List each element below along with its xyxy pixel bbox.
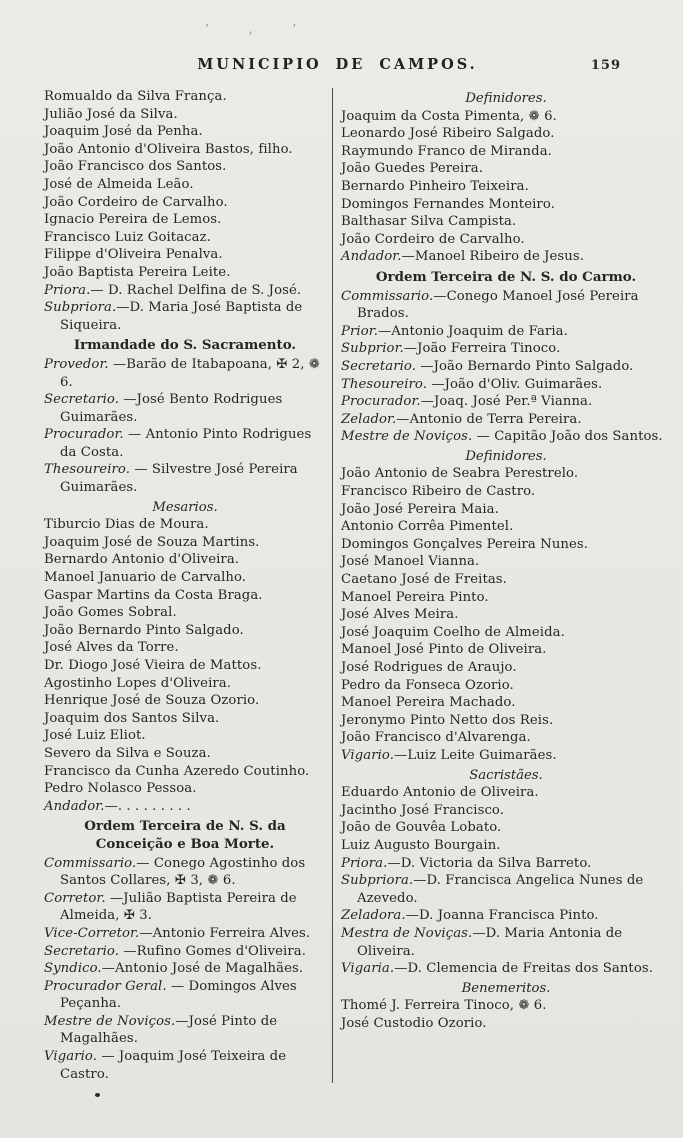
role-label: Mestre de Noviços. [341,429,473,445]
list-entry-name: José Manoel Vianna. [341,554,480,570]
role-entry: Zelador.—Antonio de Terra Pereira. [341,411,582,427]
role-label: Vigaria. [341,961,395,977]
role-label: Vice-Corretor. [44,925,140,941]
role-entry: Priora.— D. Rachel Delfina de S. José. [44,282,302,298]
ink-speck [95,1093,100,1097]
role-label: Thesoureiro. [44,462,131,478]
subsection-heading: Sacristães. [469,767,543,783]
role-entry: Priora.—D. Victoria da Silva Barreto. [341,855,592,871]
list-entry-name: Raymundo Franco de Miranda. [341,143,552,159]
role-label: Andador. [44,798,105,814]
role-entry: Thesoureiro. — Silvestre José Pereira Guimarães. [44,462,298,496]
list-entry-name: João Gomes Sobral. [44,605,177,621]
list-entry-name: José Alves da Torre. [44,640,179,656]
list-entry-name: José Luiz Eliot. [44,728,146,744]
section-heading: Irmandade do S. Sacramento. [73,337,297,354]
role-entry: Vigario. — Joaquim José Teixeira de Castro. [44,1049,287,1082]
role-entry: Subpriora.—D. Maria José Baptista de Siqueira. [44,300,303,333]
list-entry-name: João Francisco d'Alvarenga. [341,730,531,746]
list-entry-name: José Rodrigues de Araujo. [341,660,517,675]
subsection-heading: Benemeritos. [461,980,551,996]
list-entry-name: Joaquim da Costa Pimenta, ❁ 6. [341,108,557,124]
list-entry-name: Joaquim dos Santos Silva. [44,710,220,726]
role-entry: Commissario.—Conego Manoel José Pereira Brados. [341,288,639,322]
list-entry-name: Domingos Fernandes Monteiro. [341,196,555,212]
role-label: Zelador. [341,411,397,427]
role-label: Thesoureiro. [341,376,428,392]
role-label: Subpriora. [44,300,117,316]
list-entry-name: José Alves Meira. [341,607,459,623]
role-label: Commissario. [341,288,434,304]
role-entry: Mestra de Noviças.—D. Maria Antonia de Oliveira. [341,925,623,959]
role-entry: Syndico.—Antonio José de Magalhães. [44,961,304,977]
column-left [44,88,332,1083]
list-entry-name: Severo da Silva e Souza. [44,745,211,761]
list-entry-name: Domingos Gonçalves Pereira Nunes. [341,536,589,552]
role-label: Vigario. [341,747,395,763]
list-entry-name: Romualdo da Silva França. [44,89,227,104]
list-entry-name: Manoel José Pinto de Oliveira. [341,642,547,658]
role-entry: Mestre de Noviços.—José Pinto de Magalhães. [44,1013,278,1047]
role-label: Priora. [44,282,91,298]
list-entry-name: João Cordeiro de Carvalho. [44,194,228,210]
page-number: 159 [590,58,621,73]
page-header [44,56,671,82]
list-entry-name: Julião José da Silva. [44,106,178,122]
list-entry-name: Pedro da Fonseca Ozorio. [341,677,514,693]
list-entry-name: Balthasar Silva Campista. [341,214,517,230]
role-label: Prior. [341,323,378,339]
role-label: Secretario. [341,358,417,374]
list-entry-name: João Antonio d'Oliveira Bastos, filho. [44,141,293,157]
list-entry-name: João José Pereira Maia. [341,501,499,517]
list-entry-name: Dr. Diogo José Vieira de Mattos. [44,658,262,673]
role-entry: Secretario. —João Bernardo Pinto Salgado. [341,358,634,374]
role-entry: Subprior.—João Ferreira Tinoco. [341,341,561,357]
list-entry-name: Francisco Ribeiro de Castro. [341,484,536,500]
list-entry-name: José Custodio Ozorio. [341,1015,487,1031]
role-entry: Provedor. —Barão de Itabapoana, ✠ 2, ❁ 6. [44,356,320,390]
role-entry: Procurador. — Antonio Pinto Rodrigues da Costa. [44,427,312,460]
list-entry-name: Tiburcio Dias de Moura. [44,517,209,533]
role-entry: Prior.—Antonio Joaquim de Faria. [341,323,568,339]
role-entry: Mestre de Noviços. — Capitão João dos Santos. [341,429,663,445]
list-entry-name: Francisco da Cunha Azeredo Coutinho. [44,763,310,779]
running-title: MUNICIPIO DE CAMPOS. [197,56,478,73]
list-entry-name: Filippe d'Oliveira Penalva. [44,247,223,263]
column-right [332,88,671,1083]
list-entry-name: Ignacio Pereira de Lemos. [44,212,222,228]
role-entry: Subpriora.—D. Francisca Angelica Nunes de Azevedo. [341,873,644,906]
role-entry: Andador.—Manoel Ribeiro de Jesus. [341,249,585,265]
role-label: Zeladora. [341,908,406,924]
list-entry-name: Luiz Augusto Bourgain. [341,837,501,853]
list-entry-name: Bernardo Antonio d'Oliveira. [44,552,240,568]
list-entry-name: Francisco Luiz Goitacaz. [44,229,211,245]
subsection-heading: Definidores. [465,448,547,464]
role-label: Priora. [341,855,388,871]
subsection-heading: Mesarios. [152,499,218,515]
list-entry-name: João de Gouvêa Lobato. [341,820,502,836]
text-columns [44,88,671,1083]
subsection-heading: Definidores. [465,91,547,106]
role-entry: Vigaria.—D. Clemencia de Freitas dos Santos. [341,961,654,977]
role-label: Corretor. [44,890,106,906]
list-entry-name: João Antonio de Seabra Perestrelo. [341,466,579,482]
role-label: Commissario. [44,855,137,871]
list-entry-name: João Bernardo Pinto Salgado. [44,622,244,638]
role-label: Secretario. [44,943,120,959]
list-entry-name: João Baptista Pereira Leite. [44,264,231,280]
role-entry: Zeladora.—D. Joanna Francisca Pinto. [341,908,599,924]
role-entry: Andador.—. . . . . . . . . [44,798,191,814]
list-entry-name: Jacintho José Francisco. [341,802,505,818]
role-label: Subpriora. [341,873,414,889]
list-entry-name: Thomé J. Ferreira Tinoco, ❁ 6. [341,998,547,1014]
role-entry: Procurador.—Joaq. José Per.ª Vianna. [341,394,593,410]
list-entry-name: João Guedes Pereira. [341,161,484,177]
role-entry: Secretario. —Rufino Gomes d'Oliveira. [44,943,307,959]
list-entry-name: Henrique José de Souza Ozorio. [44,693,260,709]
role-label: Procurador Geral. [44,978,167,994]
list-entry-name: Joaquim José de Souza Martins. [44,534,260,550]
role-entry: Secretario. —José Bento Rodrigues Guimarães. [44,392,283,425]
role-label: Procurador. [341,394,421,410]
list-entry-name: Gaspar Martins da Costa Braga. [44,587,263,603]
list-entry-name: Bernardo Pinheiro Teixeira. [341,178,529,194]
role-label: Vigario. [44,1049,98,1065]
list-entry-name: Agostinho Lopes d'Oliveira. [44,675,232,691]
list-entry-name: José de Almeida Leão. [44,176,194,192]
list-entry-name: Pedro Nolasco Pessoa. [44,781,197,797]
list-entry-name: Manoel Januario de Carvalho. [44,570,247,586]
list-entry-name: Caetano José de Freitas. [341,572,507,588]
role-label: Provedor. [44,356,109,372]
role-entry: Procurador Geral. — Domingos Alves Peçanha. [44,978,297,1012]
list-entry-name: João Cordeiro de Carvalho. [341,231,525,247]
role-label: Procurador. [44,427,124,443]
list-entry-name: Joaquim José da Penha. [44,124,203,140]
role-label: Secretario. [44,392,120,408]
role-entry: Commissario.— Conego Agostinho dos Santos Collares, ✠ 3, ❁ 6. [44,855,306,889]
list-entry-name: João Francisco dos Santos. [44,159,227,175]
role-entry: Vice-Corretor.—Antonio Ferreira Alves. [44,925,311,941]
section-heading: Ordem Terceira de N. S. da Conceição e Boa Morte. [84,818,286,852]
list-entry-name: Eduardo Antonio de Oliveira. [341,785,539,801]
role-entry: Thesoureiro. —João d'Oliv. Guimarães. [341,376,603,392]
role-entry: Corretor. —Julião Baptista Pereira de Almeida, ✠ 3. [44,890,297,924]
role-entry: Vigario.—Luiz Leite Guimarães. [341,747,557,763]
list-entry-name: Jeronymo Pinto Netto dos Reis. [341,712,554,728]
role-label: Mestra de Noviças. [341,925,473,941]
list-entry-name: Leonardo José Ribeiro Salgado. [341,126,555,142]
scan-artifact-marks: ’ , ’ [205,22,315,36]
role-label: Subprior. [341,341,404,357]
list-entry-name: Manoel Pereira Machado. [341,695,516,711]
role-label: Andador. [341,249,402,265]
role-label: Mestre de Noviços. [44,1013,176,1029]
role-label: Syndico. [44,961,102,977]
list-entry-name: José Joaquim Coelho de Almeida. [341,624,565,640]
list-entry-name: Manoel Pereira Pinto. [341,589,489,605]
section-heading: Ordem Terceira de N. S. do Carmo. [375,268,637,285]
list-entry-name: Antonio Corrêa Pimentel. [341,519,514,535]
